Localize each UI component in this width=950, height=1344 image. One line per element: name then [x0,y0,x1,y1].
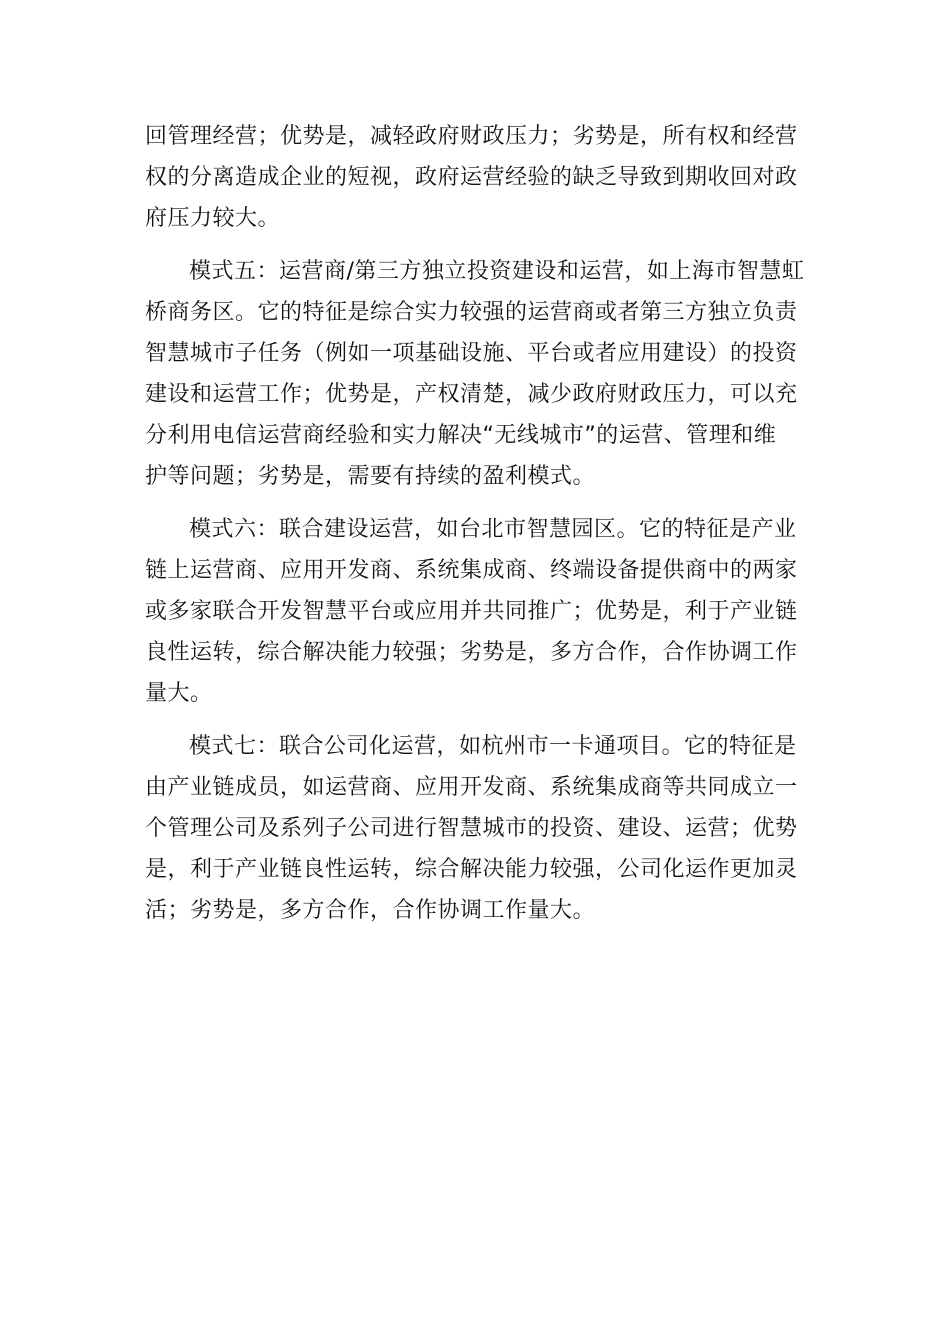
text-line: 量大。 [145,681,213,706]
text-line: 活；劣势是，多方合作，合作协调工作量大。 [145,898,596,923]
document-body [145,116,807,943]
paragraph-mode-6 [145,509,807,714]
text-line: 模式六：联合建设运营，如台北市智慧园区。它的特征是产业 [189,517,797,542]
text-line: 个管理公司及系列子公司进行智慧城市的投资、建设、运营；优势 [145,816,798,841]
text-line: 模式五：运营商/第三方独立投资建设和运营，如上海市智慧虹 [189,259,805,284]
paragraph-continued [145,116,807,239]
text-line: 智慧城市子任务（例如一项基础设施、平台或者应用建设）的投资 [145,341,798,366]
text-line: 分利用电信运营商经验和实力解决“无线城市”的运营、管理和维 [145,423,777,448]
text-line: 是，利于产业链良性运转，综合解决能力较强，公司化运作更加灵 [145,857,798,882]
text-line: 建设和运营工作；优势是，产权清楚，减少政府财政压力，可以充 [145,382,798,407]
text-line: 护等问题；劣势是，需要有持续的盈利模式。 [145,464,596,489]
text-line: 或多家联合开发智慧平台或应用并共同推广；优势是，利于产业链 [145,599,798,624]
text-line: 由产业链成员，如运营商、应用开发商、系统集成商等共同成立一 [145,775,798,800]
text-line: 链上运营商、应用开发商、系统集成商、终端设备提供商中的两家 [145,558,798,583]
paragraph-mode-7 [145,726,807,931]
paragraph-mode-5 [145,251,807,497]
text-line: 回管理经营；优势是，减轻政府财政压力；劣势是，所有权和经营 [145,124,798,149]
text-line: 权的分离造成企业的短视，政府运营经验的缺乏导致到期收回对政 [145,165,798,190]
text-line: 府压力较大。 [145,206,281,231]
text-line: 模式七：联合公司化运营，如杭州市一卡通项目。它的特征是 [189,734,797,759]
text-line: 良性运转，综合解决能力较强；劣势是，多方合作，合作协调工作 [145,640,798,665]
text-line: 桥商务区。它的特征是综合实力较强的运营商或者第三方独立负责 [145,300,798,325]
